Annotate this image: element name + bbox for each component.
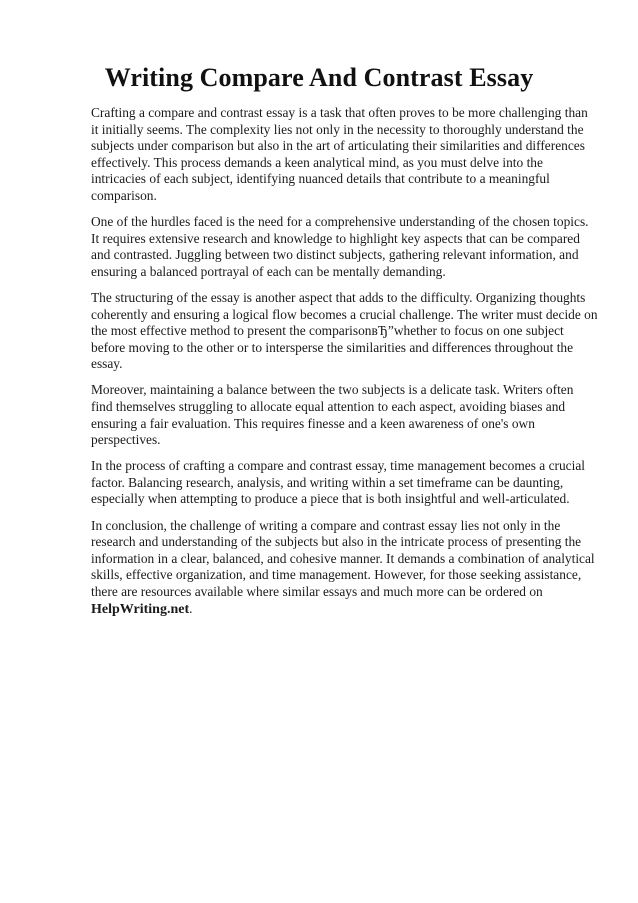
paragraph-2: One of the hurdles faced is the need for a comprehensive understanding of the chosen topics. It requires extensive research and knowledge to highlight key aspects that can be compared and contrasted. Juggling between two distinct subjects, gathering relevant information, and ensuring a balanced portrayal of each can be mentally demanding. bbox=[91, 214, 589, 279]
conclusion-period: . bbox=[189, 600, 193, 616]
paragraph-3: The structuring of the essay is another aspect that adds to the difficulty. Organizing thoughts coherently and ensuring a logical flow becomes a crucial challenge. The writer must decide on the most effective method to present the comparisonвЂ”whether to focus on one subject before moving to the other or to intersperse the similarities and differences throughout the essay. bbox=[91, 289, 598, 372]
page-title: Writing Compare And Contrast Essay bbox=[104, 63, 534, 92]
paragraph-1: Crafting a compare and contrast essay is a task that often proves to be more challenging than it initially seems. The complexity lies not only in the necessity to thoroughly understand the subjects under comparison but also in the art of articulating their similarities and differences effectively. This process demands a keen analytical mind, as you must delve into the intricacies of each subject, identifying nuanced details that contribute to a meaningful comparison. bbox=[91, 105, 588, 203]
paragraph-5: In the process of crafting a compare and contrast essay, time management becomes a crucial factor. Balancing research, analysis, and writing within a set timeframe can be daunting, especially when attempting to produce a piece that is both insightful and well-articulated. bbox=[91, 458, 586, 507]
paragraph-4: Moreover, maintaining a balance between the two subjects is a delicate task. Writers often find themselves struggling to allocate equal attention to each aspect, avoiding biases and ensuring a fair evaluation. This requires finesse and a keen awareness of one's own perspectives. bbox=[91, 382, 574, 448]
conclusion-text: In conclusion, the challenge of writing a compare and contrast essay lies not only in the research and understanding of the subjects but also in the intricate process of presenting the information in a clear, balanced, and cohesive manner. It demands a combination of analytical skills, effective organization, and time management. However, for those seeking assistance, there are resources available where similar essays and much more can be ordered on bbox=[91, 517, 595, 599]
document-body bbox=[91, 105, 598, 628]
helpwriting-link[interactable]: HelpWriting.net bbox=[91, 601, 190, 617]
conclusion-paragraph bbox=[91, 518, 598, 619]
